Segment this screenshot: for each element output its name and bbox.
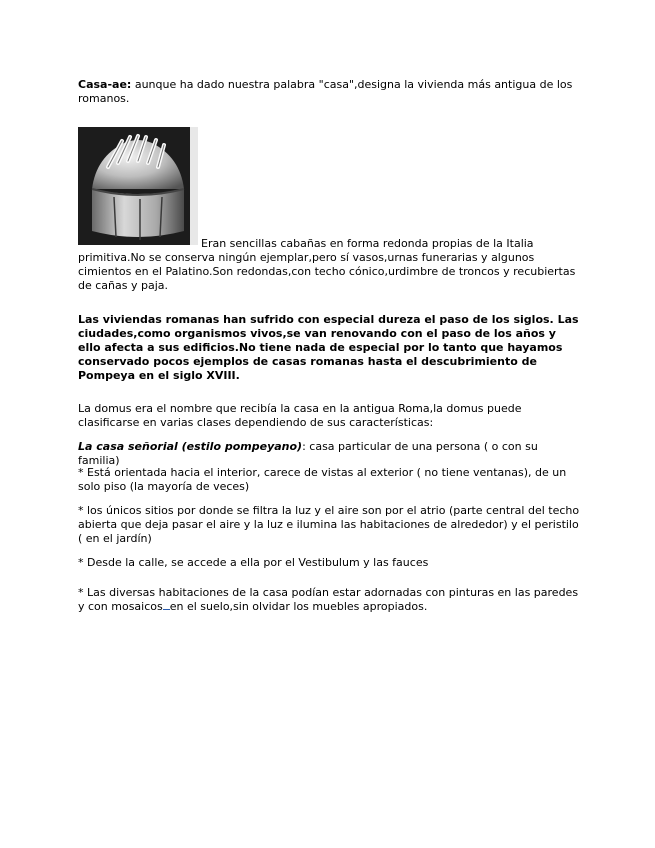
hut-line-rest: primitiva.No se conserva ningún ejemplar,pero sí vasos,urnas funerarias y algunos cimientos en el Palatino.Son redondas,con techo cónico,urdimbre de troncos y recubiertas de cañas y paja.: [78, 251, 576, 292]
term-casa: Casa-ae:: [78, 78, 132, 91]
decoration-text-a: * Las diversas habitaciones de la casa podían estar adornadas con pinturas en las paredes y con mosaicos: [78, 586, 579, 613]
hut-urn-image: [78, 127, 198, 245]
hut-line-first: Eran sencillas cabañas en forma redonda propias de la Italia: [201, 237, 534, 250]
paragraph-domus-intro: La domus era el nombre que recibía la casa en la antigua Roma,la domus puede clasificarse en varias clases dependiendo de sus características:: [78, 402, 522, 429]
decoration-text-b: en el suelo,sin olvidar los muebles apropiados.: [169, 600, 428, 613]
paragraph-casa-senorial: [78, 440, 582, 468]
bullet-light-air: * los únicos sitios por donde se filtra la luz y el aire son por el atrio (parte central del techo abierta que deja pasar el aire y la luz e ilumina las habitaciones de alrededor) y el peristilo ( en el jardín): [78, 504, 580, 545]
paragraph-casa-definition: [78, 78, 582, 106]
bullet-orientation: * Está orientada hacia el interior, carece de vistas al exterior ( no tiene ventanas), de un solo piso (la mayoría de veces): [78, 466, 567, 493]
bullet-access: * Desde la calle, se accede a ella por el Vestibulum y las fauces: [78, 556, 429, 569]
bullet-decoration: [78, 586, 582, 614]
paragraph-roman-housing: Las viviendas romanas han sufrido con especial dureza el paso de los siglos. Las ciudades,como organismos vivos,se van renovando con el paso de los años y ello afecta a sus edificios.No tiene nada de especial por lo tanto que hayamos conservado pocos ejemplos de casas romanas hasta el descubrimiento de Pompeya en el siglo XVIII.: [78, 313, 579, 382]
underline-mark: [163, 600, 170, 610]
senorial-label: La casa señorial (estilo pompeyano): [78, 440, 303, 453]
senorial-text: : casa particular de una persona ( o con su familia): [78, 440, 538, 467]
casa-definition-text: aunque ha dado nuestra palabra "casa",designa la vivienda más antigua de los romanos.: [78, 78, 573, 105]
paragraph-hut-description: [78, 237, 582, 293]
